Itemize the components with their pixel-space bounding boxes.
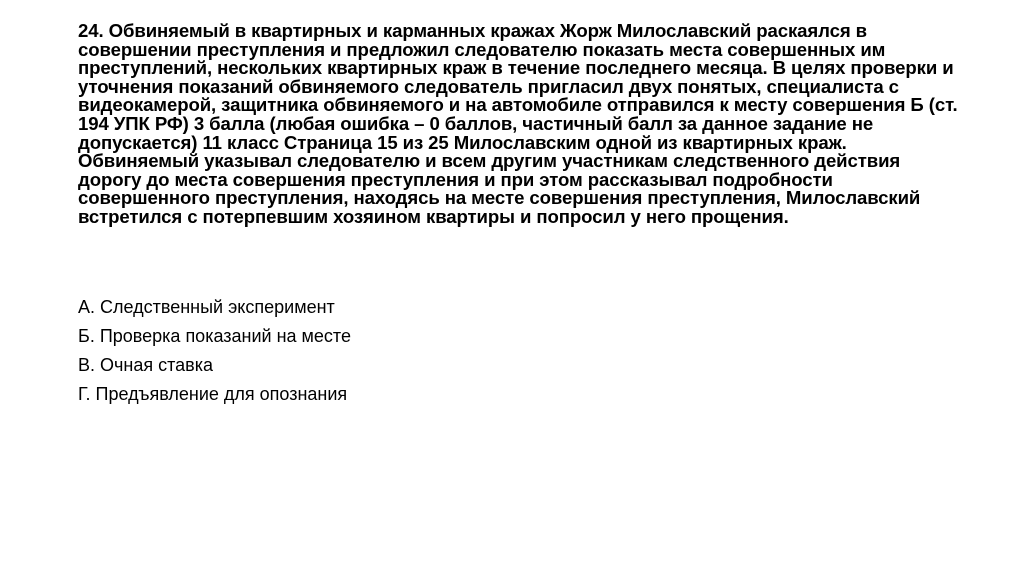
answer-option-d: Г. Предъявление для опознания — [78, 384, 348, 404]
answer-option-b: Б. Проверка показаний на месте — [78, 326, 351, 346]
answer-option-c: В. Очная ставка — [78, 355, 213, 375]
question-text: 24. Обвиняемый в квартирных и карманных кражах Жорж Милославский раскаялся в совершении преступления и предложил следователю показать места совершенных им преступлений, нескольких квартирных краж в течение последнего месяца. В целях проверки и уточнения показаний обвиняемого следователь пригласил двух понятых, специалиста с видеокамерой, защитника обвиняемого и на автомобиле отправился к месту совершения Б (ст. 194 УПК РФ) 3 балла (любая ошибка – 0 баллов, частичный балл за данное задание не допускается) 11 класс Страница 15 из 25 Милославским одной из квартирных краж. Обвиняемый указывал следователю и всем другим участникам следственного действия дорогу до места совершения преступления и при этом рассказывал подробности совершенного преступления, находясь на месте совершения преступления, Милославский встретился с потерпевшим хозяином квартиры и попросил у него прощения. — [78, 20, 958, 227]
answer-options-list — [78, 296, 351, 412]
answer-option-a: А. Следственный эксперимент — [78, 297, 335, 317]
